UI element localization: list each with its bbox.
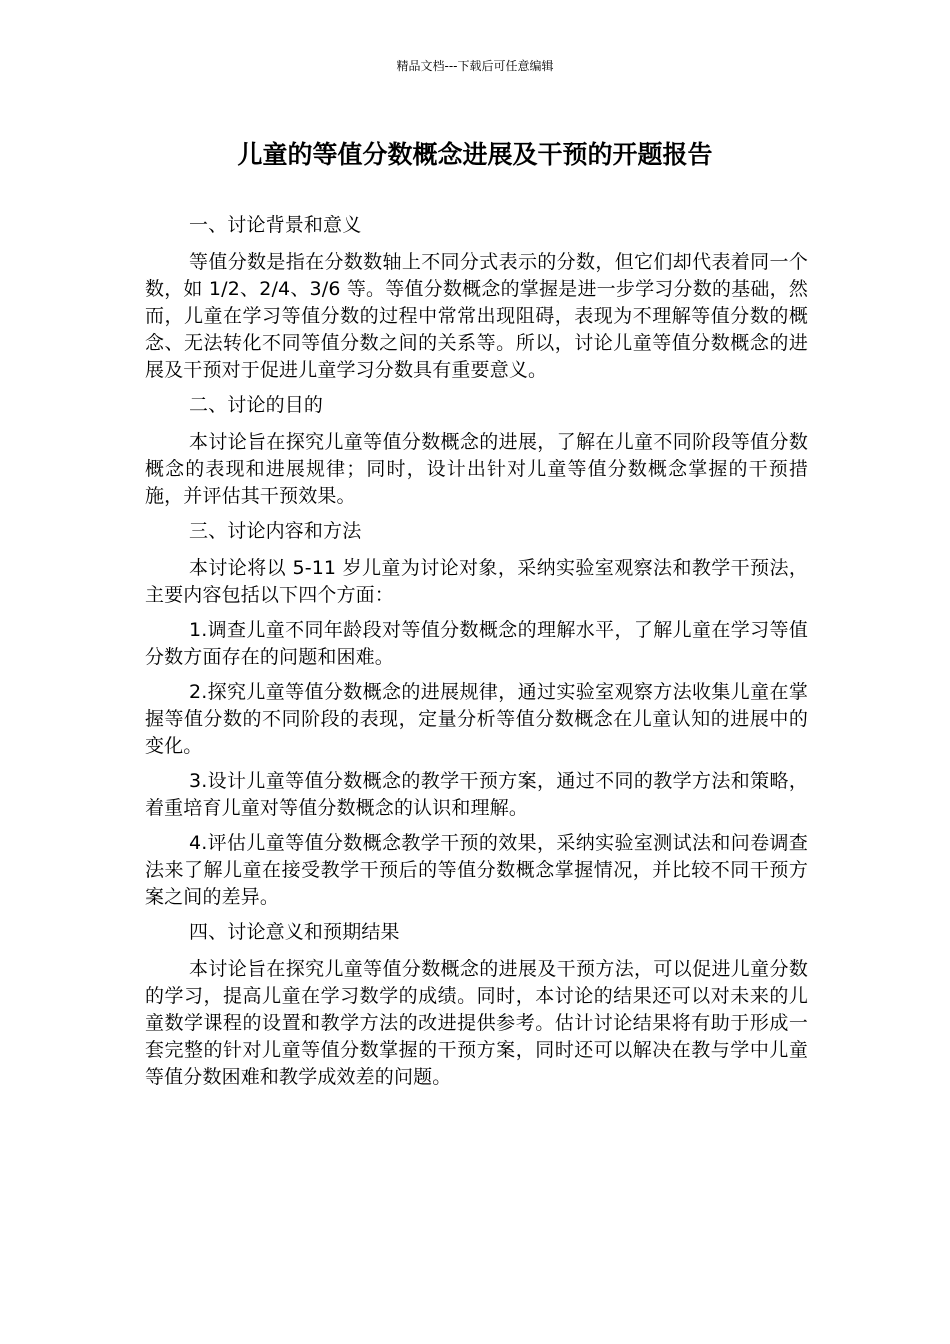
paragraph-content-intro: 本讨论将以 5-11 岁儿童为讨论对象，采纳实验室观察法和教学干预法，主要内容包括以下四个方面：: [145, 557, 808, 606]
paragraph-purpose: 本讨论旨在探究儿童等值分数概念的进展，了解在儿童不同阶段等值分数概念的表现和进展规律；同时，设计出针对儿童等值分数概念掌握的干预措施，并评估其干预效果。: [145, 431, 808, 507]
list-item-1: 1.调查儿童不同年龄段对等值分数概念的理解水平，了解儿童在学习等值分数方面存在的问题和困难。: [145, 619, 808, 668]
list-item-2: 2.探究儿童等值分数概念的进展规律，通过实验室观察方法收集儿童在掌握等值分数的不同阶段的表现，定量分析等值分数概念在儿童认知的进展中的变化。: [145, 681, 808, 757]
document-body: [145, 212, 808, 1099]
section-heading-content-method: 三、讨论内容和方法: [189, 520, 362, 542]
paragraph-background: 等值分数是指在分数数轴上不同分式表示的分数，但它们却代表着同一个数，如 1/2、2/4、3/6 等。等值分数概念的掌握是进一步学习分数的基础，然而，儿童在学习等值分数的过程中常常出现阻碍，表现为不理解等值分数的概念、无法转化不同等值分数之间的关系等。所以，讨论儿童等值分数概念的进展及干预对于促进儿童学习分数具有重要意义。: [145, 251, 808, 381]
section-heading-significance: 四、讨论意义和预期结果: [189, 921, 400, 943]
section-heading-purpose: 二、讨论的目的: [189, 394, 324, 416]
paragraph-significance: 本讨论旨在探究儿童等值分数概念的进展及干预方法，可以促进儿童分数的学习，提高儿童在学习数学的成绩。同时，本讨论的结果还可以对未来的儿童数学课程的设置和教学方法的改进提供参考。估计讨论结果将有助于形成一套完整的针对儿童等值分数掌握的干预方案，同时还可以解决在教与学中儿童等值分数困难和教学成效差的问题。: [145, 958, 808, 1088]
document-title: 儿童的等值分数概念进展及干预的开题报告: [237, 140, 713, 169]
page-header-note: 精品文档---下载后可任意编辑: [396, 59, 554, 73]
section-heading-background: 一、讨论背景和意义: [189, 214, 362, 236]
list-item-3: 3.设计儿童等值分数概念的教学干预方案，通过不同的教学方法和策略，着重培育儿童对等值分数概念的认识和理解。: [145, 770, 808, 819]
list-item-4: 4.评估儿童等值分数概念教学干预的效果，采纳实验室测试法和问卷调查法来了解儿童在接受教学干预后的等值分数概念掌握情况，并比较不同干预方案之间的差异。: [145, 832, 808, 908]
